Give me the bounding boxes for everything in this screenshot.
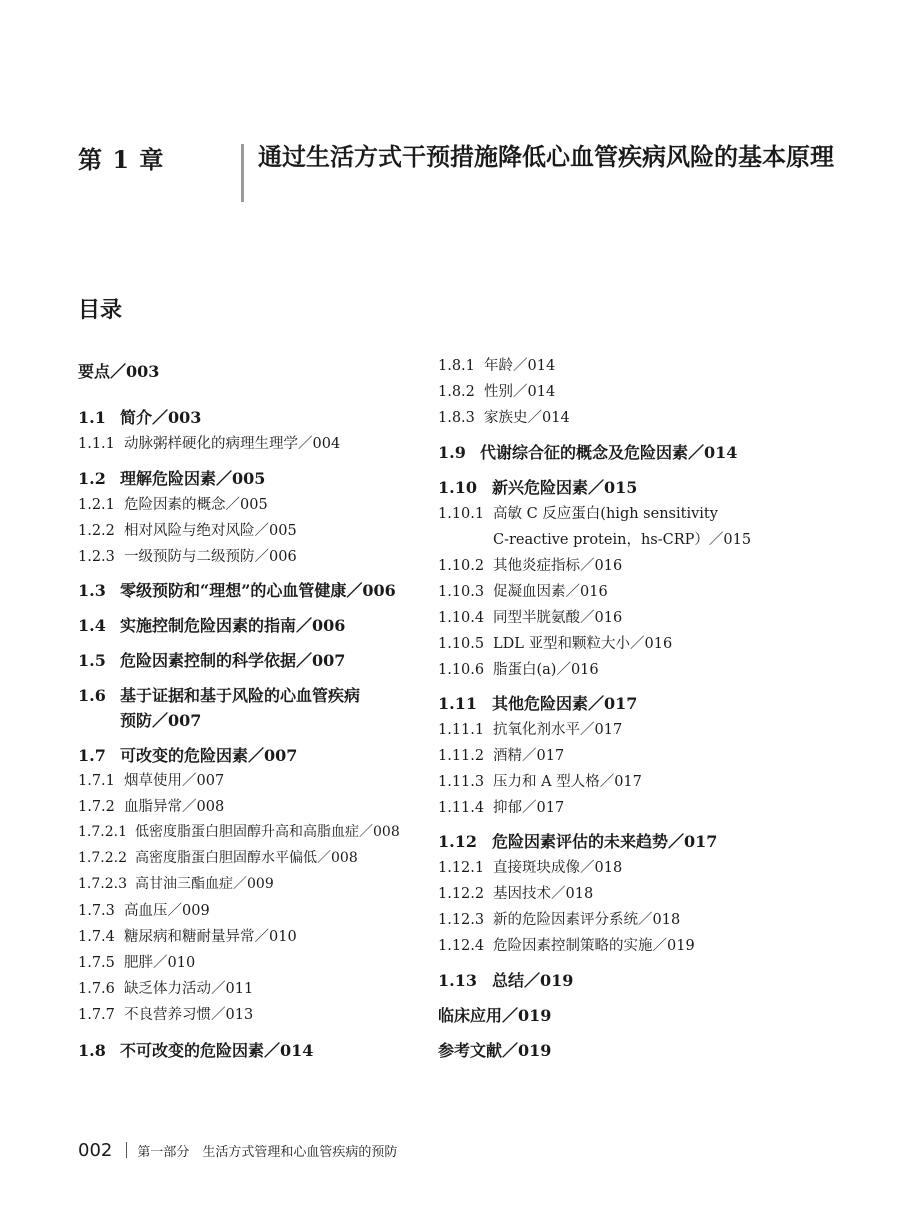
toc-entry[interactable]: 1.10.6 脂蛋白(a)／016: [438, 662, 599, 678]
toc-entry[interactable]: 1.11.1 抗氧化剂水平／017: [438, 722, 623, 738]
chapter-label: 第 1 章: [78, 145, 165, 174]
toc-entry[interactable]: 1.2.1 危险因素的概念／005: [78, 497, 268, 513]
toc-entry[interactable]: 1.7.7 不良营养习惯／013: [78, 1007, 254, 1023]
toc-entry[interactable]: 参考文献／019: [438, 1041, 552, 1060]
toc-heading: 目录: [78, 298, 123, 323]
toc-entry[interactable]: 1.10.4 同型半胱氨酸／016: [438, 610, 623, 626]
toc-entry[interactable]: 1.11.2 酒精／017: [438, 748, 565, 764]
toc-entry[interactable]: 1.10.1 高敏 C 反应蛋白(high sensitivity: [438, 506, 718, 522]
page-number: 002: [78, 1140, 113, 1161]
toc-entry[interactable]: 1.7.2.1 低密度脂蛋白胆固醇升高和高脂血症／008: [78, 824, 400, 840]
toc-entry[interactable]: 1.10.2 其他炎症指标／016: [438, 558, 623, 574]
toc-entry[interactable]: 1.7.6 缺乏体力活动／011: [78, 981, 254, 997]
toc-entry[interactable]: 1.7.3 高血压／009: [78, 903, 210, 919]
chapter-title: 通过生活方式干预措施降低心血管疾病风险的基本原理: [258, 143, 834, 171]
toc-entry[interactable]: 1.2.3 一级预防与二级预防／006: [78, 549, 297, 565]
toc-entry[interactable]: 1.9 代谢综合征的概念及危险因素／014: [438, 443, 738, 462]
toc-entry[interactable]: 1.5 危险因素控制的科学依据／007: [78, 651, 346, 670]
toc-entry[interactable]: 1.7 可改变的危险因素／007: [78, 746, 298, 765]
toc-entry[interactable]: 1.4 实施控制危险因素的指南／006: [78, 616, 346, 635]
toc-entry[interactable]: 1.6 基于证据和基于风险的心血管疾病: [78, 686, 361, 705]
toc-entry[interactable]: 临床应用／019: [438, 1006, 552, 1025]
toc-entry[interactable]: 1.8.2 性别／014: [438, 384, 556, 400]
toc-entry[interactable]: 1.3 零级预防和“理想”的心血管健康／006: [78, 581, 396, 600]
toc-entry[interactable]: 1.8.3 家族史／014: [438, 410, 570, 426]
toc-entry[interactable]: 1.7.1 烟草使用／007: [78, 773, 225, 789]
toc-entry[interactable]: 1.11.4 抑郁／017: [438, 800, 565, 816]
toc-entry[interactable]: 1.8.1 年龄／014: [438, 358, 556, 374]
toc-entry[interactable]: 1.12.2 基因技术／018: [438, 886, 594, 902]
toc-entry[interactable]: 1.7.4 糖尿病和糖耐量异常／010: [78, 929, 297, 945]
toc-entry[interactable]: 1.10 新兴危险因素／015: [438, 478, 638, 497]
toc-entry[interactable]: 1.7.5 肥胖／010: [78, 955, 196, 971]
footer-divider: [126, 1142, 127, 1158]
running-footer: 第一部分 生活方式管理和心血管疾病的预防: [137, 1145, 398, 1160]
toc-entry-continuation: 预防／007: [120, 711, 202, 730]
toc-entry[interactable]: 1.12 危险因素评估的未来趋势／017: [438, 832, 718, 851]
toc-entry[interactable]: 1.2.2 相对风险与绝对风险／005: [78, 523, 297, 539]
chapter-header: [78, 140, 838, 210]
toc-entry[interactable]: 1.7.2.3 高甘油三酯血症／009: [78, 876, 274, 892]
toc-entry[interactable]: 1.2 理解危险因素／005: [78, 469, 266, 488]
toc-entry[interactable]: 要点／003: [78, 362, 160, 381]
page-footer: [78, 1140, 397, 1161]
chapter-divider: [241, 144, 244, 202]
toc-entry[interactable]: 1.11.3 压力和 A 型人格／017: [438, 774, 642, 790]
toc-entry[interactable]: 1.8 不可改变的危险因素／014: [78, 1041, 314, 1060]
toc-entry[interactable]: 1.13 总结／019: [438, 971, 574, 990]
toc-entry[interactable]: 1.12.4 危险因素控制策略的实施／019: [438, 938, 695, 954]
toc-entry[interactable]: 1.7.2 血脂异常／008: [78, 799, 225, 815]
toc-entry[interactable]: 1.12.3 新的危险因素评分系统／018: [438, 912, 681, 928]
toc-entry[interactable]: 1.11 其他危险因素／017: [438, 694, 638, 713]
toc-entry[interactable]: 1.10.5 LDL 亚型和颗粒大小／016: [438, 636, 673, 652]
toc-entry[interactable]: 1.10.3 促凝血因素／016: [438, 584, 608, 600]
toc-entry[interactable]: 1.12.1 直接斑块成像／018: [438, 860, 623, 876]
toc-entry-continuation: C-reactive protein，hs-CRP）／015: [493, 532, 752, 548]
toc-entry[interactable]: 1.1.1 动脉粥样硬化的病理生理学／004: [78, 436, 341, 452]
toc-entry[interactable]: 1.7.2.2 高密度脂蛋白胆固醇水平偏低／008: [78, 850, 358, 866]
toc-entry[interactable]: 1.1 简介／003: [78, 408, 202, 427]
